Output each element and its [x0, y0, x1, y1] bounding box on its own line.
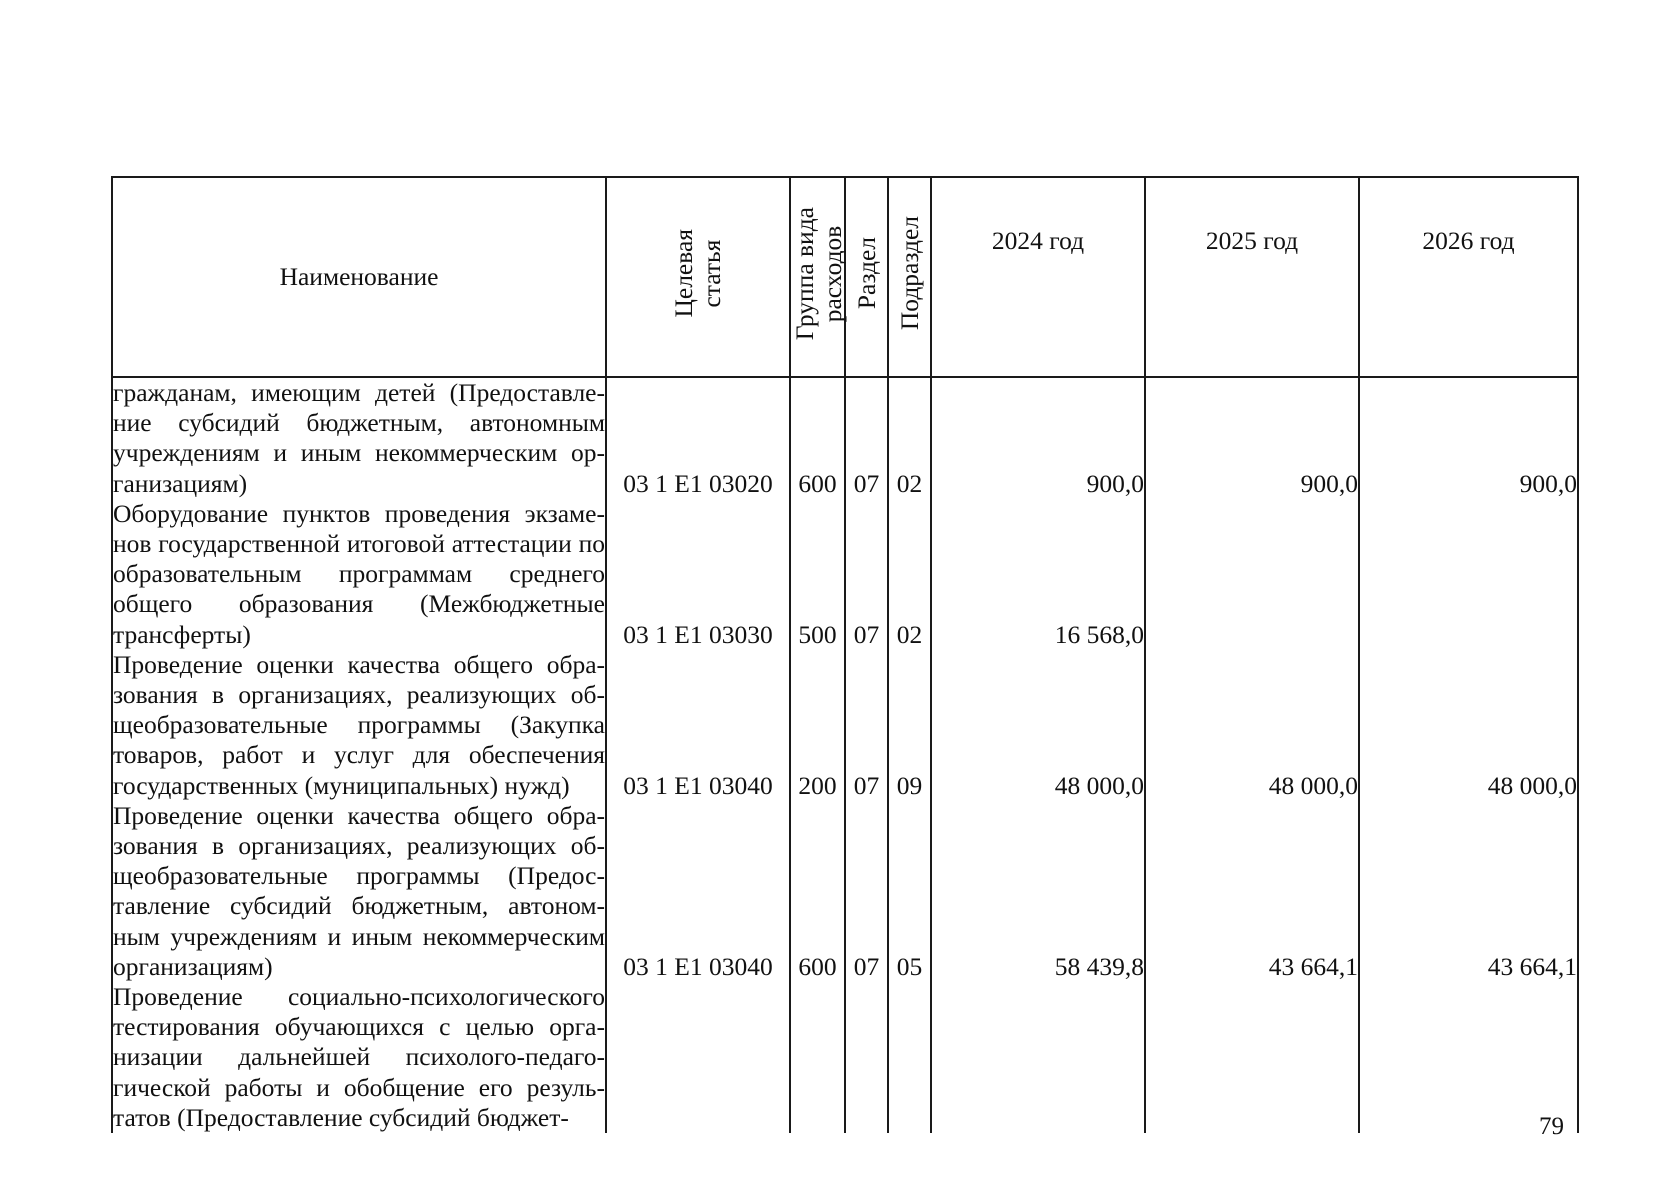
row-subsection: 02 — [888, 499, 931, 650]
header-section — [845, 177, 888, 377]
row-value-2026: 900,0 — [1359, 377, 1578, 499]
row-name: Оборудование пунктов проведения экзаме-нов государственной итоговой аттестации по образовательным программам среднего общего образования (Межбюджетные трансферты) — [113, 498, 605, 649]
page-number: 79 — [1539, 1113, 1564, 1140]
row-value-2025 — [1145, 499, 1359, 650]
row-target-article: 03 1 Е1 03030 — [606, 499, 790, 650]
row-target-article: 03 1 Е1 03040 — [606, 801, 790, 982]
row-name: Проведение оценки качества общего обра-зования в организациях, реализующих об-щеобразовательные программы (Предос-тавление субсидий бюджетным, автоном-ным учреждениям и иным некоммерческим организациям) — [113, 800, 605, 981]
row-subsection — [888, 982, 931, 1133]
table-row — [112, 801, 1578, 982]
header-expense-group — [790, 177, 845, 377]
header-subsection-label: Подраздел — [894, 216, 924, 331]
row-value-2024: 58 439,8 — [931, 801, 1145, 982]
row-value-2024: 16 568,0 — [931, 499, 1145, 650]
row-expense-group — [790, 982, 845, 1133]
row-value-2025 — [1145, 982, 1359, 1133]
row-value-2026: 43 664,1 — [1359, 801, 1578, 982]
header-expense-group-label: Группа вида расходов — [790, 206, 847, 341]
row-value-2026 — [1359, 499, 1578, 650]
header-year-2026-label: 2026 год — [1422, 226, 1515, 255]
header-year-2026 — [1359, 177, 1578, 377]
row-expense-group: 600 — [790, 801, 845, 982]
table-row — [112, 650, 1578, 801]
header-year-2024 — [931, 177, 1145, 377]
header-name — [112, 177, 606, 377]
row-subsection: 05 — [888, 801, 931, 982]
row-value-2024 — [931, 982, 1145, 1133]
row-value-2025: 900,0 — [1145, 377, 1359, 499]
row-target-article: 03 1 Е1 03040 — [606, 650, 790, 801]
row-value-2025: 43 664,1 — [1145, 801, 1359, 982]
table-header-row — [112, 177, 1578, 377]
budget-table — [111, 176, 1579, 1133]
row-section: 07 — [845, 650, 888, 801]
header-subsection — [888, 177, 931, 377]
row-target-article: 03 1 Е1 03020 — [606, 377, 790, 499]
row-subsection: 09 — [888, 650, 931, 801]
row-value-2026: 48 000,0 — [1359, 650, 1578, 801]
row-expense-group: 500 — [790, 499, 845, 650]
row-name: Проведение оценки качества общего обра-зования в организациях, реализующих об-щеобразовательные программы (Закупка товаров, работ и услуг для обеспечения государственных (муниципальных) нужд) — [113, 649, 605, 800]
header-year-2025 — [1145, 177, 1359, 377]
row-value-2026 — [1359, 982, 1578, 1133]
row-target-article — [606, 982, 790, 1133]
row-value-2025: 48 000,0 — [1145, 650, 1359, 801]
row-name: гражданам, имеющим детей (Предоставле-ние субсидий бюджетным, автономным учреждениям и иным некоммерческим ор-ганизациям) — [113, 378, 605, 498]
table-row — [112, 982, 1578, 1133]
row-section — [845, 982, 888, 1133]
header-target-article — [606, 177, 790, 377]
header-section-label: Раздел — [851, 237, 881, 310]
row-section: 07 — [845, 801, 888, 982]
row-subsection: 02 — [888, 377, 931, 499]
row-section: 07 — [845, 499, 888, 650]
row-section: 07 — [845, 377, 888, 499]
header-year-2025-label: 2025 год — [1205, 226, 1299, 255]
header-name-label: Наименование — [279, 261, 439, 291]
row-value-2024: 48 000,0 — [931, 650, 1145, 801]
row-value-2024: 900,0 — [931, 377, 1145, 499]
row-expense-group: 600 — [790, 377, 845, 499]
header-target-article-label: Целевая статья — [669, 229, 726, 318]
table-row — [112, 377, 1578, 499]
row-expense-group: 200 — [790, 650, 845, 801]
row-name: Проведение социально-психологического тестирования обучающихся с целью орга-низации дальнейшей психолого-педаго-гической работы и обобщение его резуль-татов (Предоставление субсидий бюджет- — [113, 982, 605, 1132]
header-year-2024-label: 2024 год — [991, 226, 1085, 255]
table-row — [112, 499, 1578, 650]
